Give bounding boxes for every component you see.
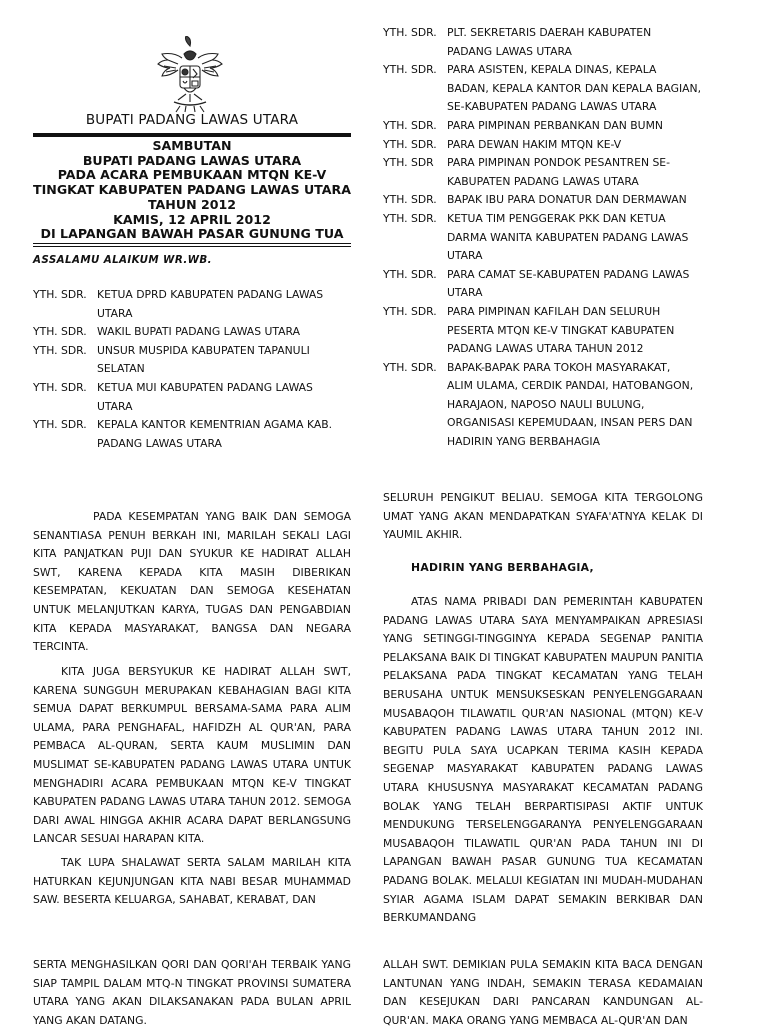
addressee-item (33, 342, 351, 379)
addressee-text: KETUA MUI KABUPATEN PADANG LAWAS UTARA (97, 380, 313, 413)
addressee-text: PARA DEWAN HAKIM MTQN KE-V (447, 137, 622, 151)
addressee-label: YTH. SDR. (33, 343, 87, 357)
addressee-label: YTH. SDR. (33, 288, 87, 301)
addressee-item (33, 286, 351, 323)
addressee-text: BAPAK-BAPAK PARA TOKOH MASYARAKAT, ALIM ULAMA, CERDIK PANDAI, HATOBANGON, HARAJAON, NAPOSO NAULI BULUNG, ORGANISASI KEPEMUDAAN, INSAN PERS DAN HADIRIN YANG BERBAHAGIA (447, 360, 694, 449)
addressee-label: YTH. SDR. (33, 380, 87, 394)
addressee-text: PARA CAMAT SE-KABUPATEN PADANG LAWAS UTARA (447, 267, 690, 300)
heading-rule-bottom (33, 246, 351, 247)
title-rule-thick (33, 133, 351, 137)
heading-line: SAMBUTAN (152, 138, 232, 153)
addressee-list-left (33, 286, 351, 453)
addressee-item (383, 154, 713, 191)
addressee-item (383, 266, 713, 303)
addressee-item (383, 303, 713, 359)
addressee-label: YTH. SDR. (383, 193, 437, 207)
addressee-text: PARA PIMPINAN KAFILAH DAN SELURUH PESERTA MTQN KE-V TINGKAT KABUPATEN PADANG LAWAS UTARA TAHUN 2012 (447, 304, 675, 356)
addressee-label: YTH. SDR. (33, 418, 87, 432)
addressee-text: KETUA TIM PENGGERAK PKK DAN KETUA DARMA WANITA KABUPATEN PADANG LAWAS UTARA (447, 211, 689, 263)
body-paragraph: SELURUH PENGIKUT BELIAU. SEMOGA KITA TERGOLONG UMAT YANG AKAN MENDAPATKAN SYAFA'ATNYA KELAK DI YAUMIL AKHIR. (383, 491, 703, 542)
addressee-text: KEPALA KANTOR KEMENTRIAN AGAMA KAB. PADANG LAWAS UTARA (97, 418, 333, 450)
addressee-label: YTH. SDR. (383, 137, 437, 151)
addressee-text: PARA ASISTEN, KEPALA DINAS, KEPALA BADAN, KEPALA KANTOR DAN KEPALA BAGIAN, SE-KABUPATEN PADANG LAWAS UTARA (447, 63, 702, 114)
addressee-text: UNSUR MUSPIDA KABUPATEN TAPANULI SELATAN (97, 343, 310, 376)
greeting: ASSALAMU ALAIKUM WR.WB. (33, 254, 212, 266)
heading-line: BUPATI PADANG LAWAS UTARA (82, 152, 302, 168)
body-paragraph: TAK LUPA SHALAWAT SERTA SALAM MARILAH KITA HATURKAN KEJUNJUNGAN KITA NABI BESAR MUHAMMAD SAW. BESERTA KELUARGA, SAHABAT, KERABAT, DAN (33, 856, 351, 907)
heading-line: TINGKAT KABUPATEN PADANG LAWAS UTARA (33, 182, 351, 198)
addressee-text: WAKIL BUPATI PADANG LAWAS UTARA (97, 325, 300, 339)
body-paragraph: ATAS NAMA PRIBADI DAN PEMERINTAH KABUPATEN PADANG LAWAS UTARA SAYA MENYAMPAIKAN APRESIASI YANG SETINGGI-TINGGINYA KEPADA SEGENAP PANITIA PELAKSANA BAIK DI TINGKAT KABUPATEN MAUPUN PANITIA PELAKSANA PADA TINGKAT KECAMATAN YANG TELAH BERUSAHA UNTUK MENSUKSESKAN PENYELENGGARAAN MUSABAQOH TILAWATIL QUR'AN NASIONAL (MTQN) KE-V KABUPATEN PADANG LAWAS UTARA TAHUN 2012 INI. BEGITU PULA SAYA UCAPKAN TERIMA KASIH KEPADA SEGENAP MASYARAKAT KABUPATEN PADANG LAWAS UTARA KHUSUSNYA MASYARAKAT KECAMATAN PADANG BOLAK YANG TELAH BERPARTISIPASI AKTIF UNTUK MENDUKUNG TERSELENGGARANYA PENYELENGGARAAN MUSABAQOH TILAWATIL QUR'AN PADA TAHUN INI DI LAPANGAN BAWAH PASAR GUNUNG TUA KECAMATAN PADANG BOLAK. MELALUI KEGIATAN INI MUDAH-MUDAHAN SYIAR AGAMA ISLAM DAPAT SEMAKIN BERKIBAR DAN BERKUMANDANG (383, 595, 703, 925)
addressee-text: PLT. SEKRETARIS DAERAH KABUPATEN PADANG LAWAS UTARA (447, 26, 652, 58)
addressee-item (33, 379, 351, 416)
addressee-item (383, 117, 713, 136)
addressee-item (383, 359, 713, 452)
body-paragraph: KITA JUGA BERSYUKUR KE HADIRAT ALLAH SWT, KARENA SUNGGUH MERUPAKAN KEBAHAGIAN BAGI KITA SEMUA DAPAT BERKUMPUL BERSAMA-SAMA PARA ALIM ULAMA, PARA PENGHAFAL, HAFIDZH AL QUR'AN, PARA PEMBACA AL-QURAN, SERTA KAUM MUSLIMIN DAN MUSLIMAT SE-KABUPATEN PADANG LAWAS UTARA UNTUK MENGHADIRI ACARA PEMBUKAAN MTQN KE-V TINGKAT KABUPATEN PADANG LAWAS UTARA TAHUN 2012. SEMOGA DARI AWAL HINGGA AKHIR ACARA DAPAT BERLANGSUNG LANCAR SESUAI HARAPAN KITA. (33, 665, 351, 846)
office-title: BUPATI PADANG LAWAS UTARA (85, 112, 299, 128)
speech-heading (33, 139, 351, 242)
heading-line: KAMIS, 12 APRIL 2012 (113, 211, 271, 227)
body-paragraph: PADA KESEMPATAN YANG BAIK DAN SEMOGA SENANTIASA PENUH BERKAH INI, MARILAH SEKALI LAGI KITA PANJATKAN PUJI DAN SYUKUR KE HADIRAT ALLAH SWT, KARENA KEPADA KITA MASIH DIBERIKAN KESEMPATAN, KEKUATAN DAN SEMOGA KESEHATAN UNTUK MELANJUTKAN KARYA, TUGAS DAN PENGABDIAN KITA KEPADA MASYARAKAT, BANGSA DAN NEGARA TERCINTA. (33, 510, 351, 654)
body-paragraph: SERTA MENGHASILKAN QORI DAN QORI'AH TERBAIK YANG SIAP TAMPIL DALAM MTQ-N TINGKAT PROVINSI SUMATERA UTARA YANG AKAN DILAKSANAKAN PADA BULAN APRIL YANG AKAN DATANG. (33, 958, 351, 1027)
heading-rule-top (33, 243, 351, 244)
addressee-item (383, 210, 713, 266)
addressee-label: YTH. SDR. (383, 304, 437, 318)
addressee-item (383, 24, 713, 61)
addressee-item (33, 416, 351, 453)
addressee-label: YTH. SDR. (383, 26, 437, 39)
heading-line: TAHUN 2012 (147, 196, 237, 212)
addressee-item (33, 323, 351, 342)
addressee-item (383, 191, 713, 210)
addressee-text: PARA PIMPINAN PONDOK PESANTREN SE- KABUPATEN PADANG LAWAS UTARA (447, 156, 671, 188)
addressee-label: YTH. SDR. (383, 360, 437, 374)
addressee-label: YTH. SDR. (383, 211, 437, 225)
addressee-text: BAPAK IBU PARA DONATUR DAN DERMAWAN (447, 193, 687, 207)
addressee-label: YTH. SDR. (33, 325, 87, 339)
heading-line: PADA ACARA PEMBUKAAN MTQN KE-V (57, 167, 327, 183)
addressee-text: PARA PIMPINAN PERBANKAN DAN BUMN (447, 118, 663, 132)
addressee-label: YTH. SDR. (383, 118, 437, 132)
addressee-label: YTH. SDR (383, 156, 434, 170)
body-paragraph: ALLAH SWT. DEMIKIAN PULA SEMAKIN KITA BACA DENGAN LANTUNAN YANG INDAH, SEMAKIN TERASA KEDAMAIAN DAN KESEJUKAN DARI PANCARAN KANDUNGAN AL-QUR'AN. MAKA ORANG YANG MEMBACA AL-QUR'AN DAN (383, 958, 703, 1027)
addressee-text: KETUA DPRD KABUPATEN PADANG LAWAS UTARA (97, 288, 324, 320)
garuda-emblem-icon (150, 36, 230, 116)
addressee-item (383, 61, 713, 117)
addressee-item (383, 136, 713, 155)
addressee-label: YTH. SDR. (383, 63, 437, 77)
addressee-label: YTH. SDR. (383, 267, 437, 281)
heading-line: DI LAPANGAN BAWAH PASAR GUNUNG TUA (40, 226, 344, 242)
addressee-list-right (383, 24, 713, 452)
section-subheading: HADIRIN YANG BERBAHAGIA, (411, 561, 594, 574)
